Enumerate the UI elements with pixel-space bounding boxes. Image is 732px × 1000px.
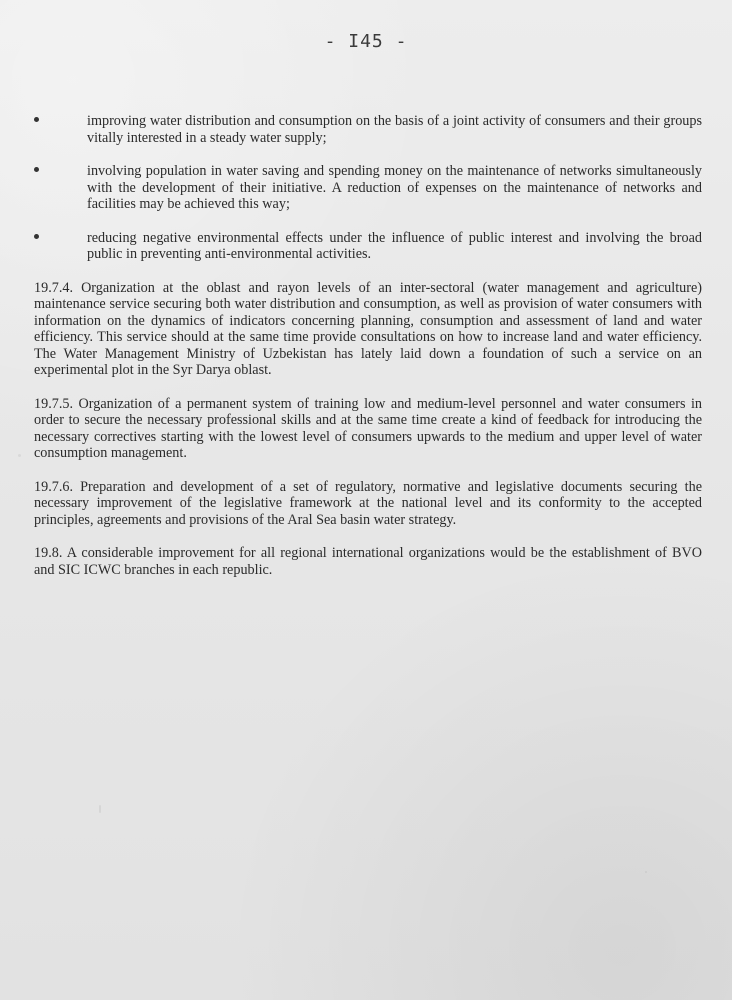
faint-mark — [645, 871, 647, 873]
bullet-item-1 — [34, 113, 702, 146]
bullet-text: improving water distribution and consumption on the basis of a joint activity of consumers and their groups vitally interested in a steady water supply; — [87, 113, 702, 146]
page-content — [34, 113, 702, 595]
bullet-item-2 — [34, 163, 702, 213]
faint-mark — [18, 454, 21, 457]
paragraph-19-7-4: 19.7.4. Organization at the oblast and rayon levels of an inter-sectoral (water management and agriculture) maintenance service securing both water distribution and consumption, as well as provision of water consumers with information on the dynamics of indicators concerning planning, consumption and assessment of land and water efficiency. This service should at the same time provide consultations on how to increase land and water efficiency. The Water Management Ministry of Uzbekistan has lately laid down a foundation of such a service on an experimental plot in the Syr Darya oblast. — [34, 279, 702, 378]
bullet-text: involving population in water saving and spending money on the maintenance of networks simultaneously with the development of their initiative. A reduction of expenses on the maintenance of networks and facilities may be achieved this way; — [87, 163, 702, 212]
paragraph-19-7-6: 19.7.6. Preparation and development of a set of regulatory, normative and legislative documents securing the necessary improvement of the legislative framework at the national level and its conformity to the accepted principles, agreements and provisions of the Aral Sea basin water strategy. — [34, 478, 702, 528]
bullet-item-3 — [34, 230, 702, 263]
bullet-text: reducing negative environmental effects under the influence of public interest and involving the broad public in preventing anti-environmental activities. — [87, 229, 702, 262]
paragraph-19-8: 19.8. A considerable improvement for all regional international organizations would be the establishment of BVO and SIC ICWC branches in each republic. — [34, 545, 702, 578]
paragraph-19-7-5: 19.7.5. Organization of a permanent system of training low and medium-level personnel and water consumers in order to secure the necessary professional skills and at the same time create a kind of feedback for introducing the necessary correctives starting with the lowest level of consumers upwards to the medium and upper level of water consumption management. — [34, 395, 702, 461]
bullet-icon — [34, 167, 39, 172]
bullet-icon — [34, 234, 39, 239]
faint-mark — [99, 805, 101, 813]
bullet-icon — [34, 117, 39, 122]
page-number: - I45 - — [324, 31, 408, 52]
